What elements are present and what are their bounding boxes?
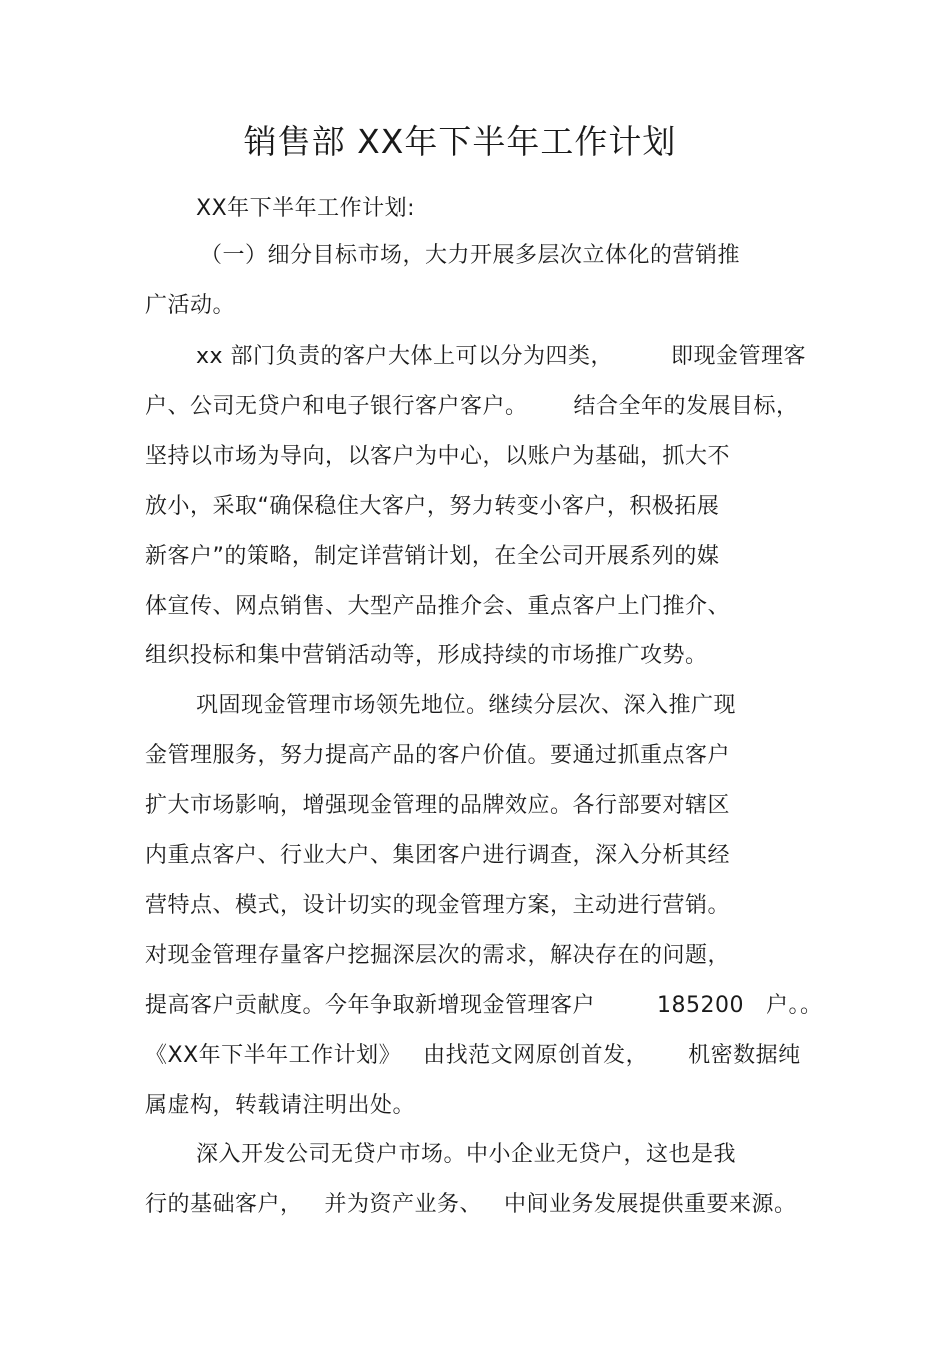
section-heading: XX年下半年工作计划: (196, 196, 416, 221)
para3-line1: 深入开发公司无贷户市场。中小企业无贷户，这也是我 (196, 1142, 737, 1167)
para2-line3: 扩大市场影响，增强现金管理的品牌效应。各行部要对辖区 (145, 793, 731, 818)
para1-line1 (196, 342, 806, 372)
para1-line7: 组织投标和集中营销活动等，形成持续的市场推广攻势。 (145, 643, 708, 668)
para1-line2-b: 结合全年的发展目标， (573, 394, 799, 419)
para2-line7-c: 户。。 (766, 993, 823, 1018)
para2-line7-number: 185200 (657, 993, 744, 1018)
para2-line8-a: 《XX年下半年工作计划》 (145, 1043, 402, 1068)
para1-line6: 体宣传、网点销售、大型产品推介会、重点客户上门推介、 (145, 594, 731, 619)
document-title: 销售部 XX年下半年工作计划 (243, 122, 677, 161)
section1-line2: 广活动。 (145, 293, 236, 318)
para3-line2-a: 行的基础客户， (145, 1192, 303, 1217)
para2-line1: 巩固现金管理市场领先地位。继续分层次、深入推广现 (196, 693, 737, 718)
section1-line1: （一）细分目标市场，大力开展多层次立体化的营销推 (200, 243, 741, 268)
para2-line8-b: 由找范文网原创首发， (423, 1043, 649, 1068)
para2-line8 (145, 1041, 801, 1071)
para2-line4: 内重点客户、行业大户、集团客户进行调查，深入分析其经 (145, 843, 731, 868)
para2-line7 (145, 991, 823, 1021)
para1-line1-b: 即现金管理客 (671, 344, 807, 369)
para2-line2: 金管理服务，努力提高产品的客户价值。要通过抓重点客户 (145, 743, 731, 768)
para1-line2 (145, 392, 799, 422)
para2-line8-c: 机密数据纯 (688, 1043, 801, 1068)
para1-line3: 坚持以市场为导向，以客户为中心，以账户为基础，抓大不 (145, 444, 731, 469)
para3-line2-c: 中间业务发展提供重要来源。 (504, 1192, 797, 1217)
para3-line2-b: 并为资产业务、 (324, 1192, 483, 1217)
para2-line7-a: 提高客户贡献度。今年争取新增现金管理客户 (145, 993, 596, 1018)
para1-line5: 新客户”的策略，制定详营销计划，在全公司开展系列的媒 (145, 544, 720, 569)
para1-line2-a: 户、公司无贷户和电子银行客户客户。 (145, 394, 528, 419)
para2-line9: 属虚构，转载请注明出处。 (145, 1093, 416, 1118)
para1-line4: 放小，采取“确保稳住大客户，努力转变小客户，积极拓展 (145, 494, 720, 519)
para2-line6: 对现金管理存量客户挖掘深层次的需求，解决存在的问题， (145, 943, 731, 968)
para2-line5: 营特点、模式，设计切实的现金管理方案，主动进行营销。 (145, 893, 731, 918)
para3-line2 (145, 1190, 797, 1220)
para1-line1-a: xx 部门负责的客户大体上可以分为四类， (196, 344, 614, 369)
